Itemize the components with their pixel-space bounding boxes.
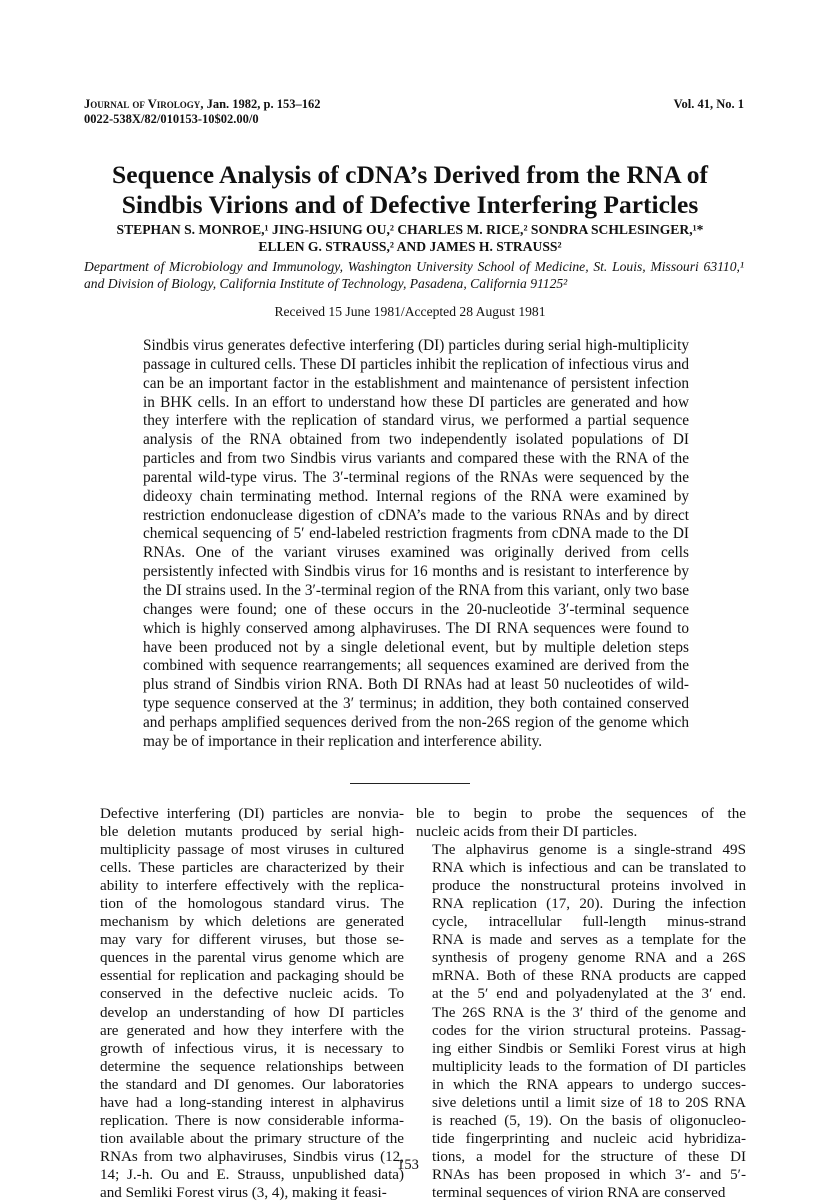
text-line: ble to begin to probe the sequences of the xyxy=(416,806,746,822)
text-line: RNAs from two alphaviruses, Sindbis virus (12, xyxy=(100,1148,404,1165)
body-paragraph xyxy=(416,805,746,841)
text-line: in which the RNA appears to undergo succes- xyxy=(432,1076,746,1093)
text-line: multiplicity leads to the formation of DI particles xyxy=(432,1058,746,1075)
authors-line-1: STEPHAN S. MONROE,¹ JING-HSIUNG OU,² CHARLES M. RICE,² SONDRA SCHLESINGER,¹* xyxy=(116,222,704,237)
title-line-1: Sequence Analysis of cDNA’s Derived from the RNA of xyxy=(112,160,708,189)
text-line: ability to interfere effectively with the replica- xyxy=(100,878,404,895)
text-line: at the 5′ end and polyadenylated at the 3′ end. xyxy=(432,986,746,1003)
affiliation: Department of Microbiology and Immunology, Washington University School of Medicine, St. Louis, Missouri 63110,¹ and Division of Biology, California Institute of Technology, Pasadena, California 91125² xyxy=(84,259,744,291)
volume-label: Vol. 41, No. 1 xyxy=(673,97,744,111)
title-line-2: Sindbis Virions and of Defective Interfering Particles xyxy=(121,190,699,219)
text-line: RNA which is infectious and can be translated to xyxy=(432,860,746,877)
journal-name: Journal of Virology xyxy=(84,97,201,111)
abstract: Sindbis virus generates defective interfering (DI) particles during serial high-multiplicity passage in cultured cells. These DI particles inhibit the replication of infectious virus and can be an important factor in the establishment and maintenance of persistent infection in BHK cells. In an effort to understand how these DI particles are generated and how they interfere with the replication of standard virus, we performed a partial sequence analysis of the RNA obtained from two independently isolated populations of DI particles and from two Sindbis virus variants and compared these with the RNA of the parental wild-type virus. The 3′-terminal regions of the RNAs were sequenced by the dideoxy chain terminating method. Internal regions of the RNA were examined by restriction endonuclease digestion of cDNA’s made to the various RNAs and by direct chemical sequencing of 5′ end-labeled restriction fragments from cDNA made to the DI RNAs. One of the variant viruses examined was originally derived from cells persistently infected with Sindbis virus for 16 months and is resistant to interference by the DI strains used. In the 3′-terminal region of the RNA from this variant, only two base changes were found; one of these occurs in the 20-nucleotide 3′-terminal sequence which is highly conserved among alphaviruses. The DI RNA sequences were found to have been produced not by a single deletional event, but by multiple deletion steps combined with sequence rearrangements; all sequences examined are derived from the plus strand of Sindbis virion RNA. Both DI RNAs had at least 50 nucleotides of wild-type sequence conserved at the 3′ terminus; in addition, they both contained conserved and perhaps amplified sequences derived from the non-26S region of the genome which may be of importance in their replication and interference ability. xyxy=(143,337,689,750)
text-line: quences in the parental virus genome which are xyxy=(100,950,404,967)
body-paragraph xyxy=(84,805,404,1202)
text-line: tions, a model for the structure of these DI xyxy=(432,1148,746,1165)
text-line: mRNA. Both of these RNA products are capped xyxy=(432,968,746,985)
text-line: terminal sequences of virion RNA are conserved xyxy=(432,1184,726,1201)
journal-code: 0022-538X/82/010153-10$02.00/0 xyxy=(84,112,259,126)
body-column-left xyxy=(84,805,404,1202)
author-list xyxy=(60,221,760,255)
text-line: tide fingerprinting and nucleic acid hybridiza- xyxy=(432,1130,746,1147)
text-line: multiplicity passage of most viruses in cultured xyxy=(100,842,404,859)
text-line: RNA is made and serves as a template for the xyxy=(432,932,746,949)
text-line: ble deletion mutants produced by serial high- xyxy=(100,824,404,841)
text-line: RNAs has been proposed in which 3′- and 5′- xyxy=(432,1166,746,1183)
text-line: growth of infectious virus, it is necessary to xyxy=(100,1040,404,1057)
journal-header xyxy=(84,97,320,127)
text-line: conserved in the defective nucleic acids. To xyxy=(100,986,404,1003)
text-line: cycle, intracellular full-length minus-strand xyxy=(432,914,746,931)
text-line: RNA replication (17, 20). During the infection xyxy=(432,896,746,913)
text-line: is reached (5, 19). On the basis of oligonucleo- xyxy=(432,1112,746,1129)
body-paragraph xyxy=(416,841,746,1202)
body-column-right xyxy=(416,805,746,1202)
journal-issue: , Jan. 1982, p. 153–162 xyxy=(200,97,321,111)
text-line: mechanism by which deletions are generated xyxy=(100,914,404,931)
text-line: essential for replication and packaging should be xyxy=(100,968,404,985)
received-dates: Received 15 June 1981/Accepted 28 August 1981 xyxy=(274,304,546,319)
text-line: produce the nonstructural proteins involved in xyxy=(432,878,746,895)
text-line: may vary for different viruses, but those se- xyxy=(100,932,404,949)
text-line: tion available about the primary structure of the xyxy=(100,1130,404,1147)
text-line: synthesis of progeny genome RNA and a 26S xyxy=(432,950,746,967)
text-line: determine the sequence relationships between xyxy=(100,1058,404,1075)
text-line: and Semliki Forest virus (3, 4), making it feasi- xyxy=(100,1184,387,1201)
text-line: The alphavirus genome is a single-strand 49S xyxy=(432,842,746,859)
text-line: nucleic acids from their DI particles. xyxy=(416,824,638,841)
authors-line-2: ELLEN G. STRAUSS,² AND JAMES H. STRAUSS² xyxy=(258,239,562,254)
text-line: cells. These particles are characterized by their xyxy=(100,860,404,877)
text-line: develop an understanding of how DI particles xyxy=(100,1004,404,1021)
text-line: have had a long-standing interest in alphavirus xyxy=(100,1094,404,1111)
text-line: codes for the virion structural proteins. Passag- xyxy=(432,1022,746,1039)
text-line: are generated and how they interfere with the xyxy=(100,1022,404,1039)
text-line: The 26S RNA is the 3′ third of the genome and xyxy=(432,1004,746,1021)
text-line: Defective interfering (DI) particles are nonvia- xyxy=(100,806,404,822)
text-line: 14; J.-h. Ou and E. Strauss, unpublished data) xyxy=(100,1166,404,1183)
text-line: sive deletions until a limit size of 18 to 20S RNA xyxy=(432,1094,746,1111)
text-line: the standard and DI genomes. Our laboratories xyxy=(100,1076,404,1093)
page-number: 153 xyxy=(397,1157,419,1173)
section-divider xyxy=(350,783,470,784)
text-line: replication. There is now considerable informa- xyxy=(100,1112,404,1129)
text-line: ing either Sindbis or Semliki Forest virus at high xyxy=(432,1040,746,1057)
article-title xyxy=(60,160,760,220)
text-line: tion of the homologous standard virus. The xyxy=(100,896,404,913)
